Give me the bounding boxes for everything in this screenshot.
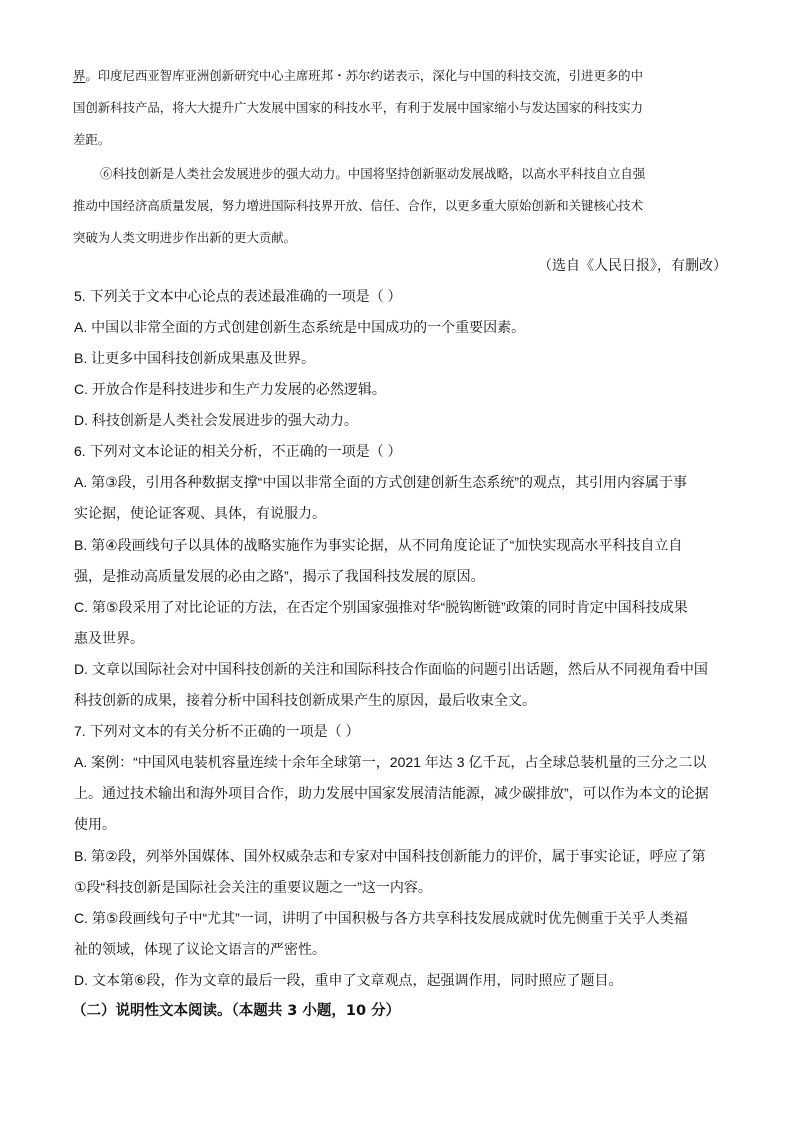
q6-option-a-line-2: 实论据，使论证客观、具体，有说服力。 — [74, 505, 326, 521]
passage-p6-line-3: 突破为人类文明进步作出新的更大贡献。 — [73, 230, 297, 245]
q7-stem: 7. 下列对文本的有关分析不正确的一项是（ ） — [74, 723, 360, 739]
q7-option-b-line-2: ①段“科技创新是国际社会关注的重要议题之一”这一内容。 — [74, 879, 432, 895]
section-heading: （二）说明性文本阅读。（本题共 3 小题，10 分） — [72, 1003, 401, 1019]
q7-option-d: D. 文本第⑥段，作为文章的最后一段，重申了文章观点，起强调作用，同时照应了题目。 — [74, 972, 623, 988]
passage-p6-line-2: 推动中国经济高质量发展，努力增进国际科技界开放、信任、合作，以更多重大原始创新和关键核心技术 — [73, 198, 643, 213]
q6-option-a-line-1: A. 第③段，引用各种数据支撑“中国以非常全面的方式创建创新生态系统”的观点，其引用内容属于事 — [74, 474, 687, 490]
q7-option-b-line-1: B. 第②段，列举外国媒体、国外权威杂志和专家对中国科技创新能力的评价，属于事实论证，呼应了第 — [74, 848, 706, 864]
q6-option-b-line-1: B. 第④段画线句子以具体的战略实施作为事实论据，从不同角度论证了“加快实现高水平科技自立自 — [74, 537, 683, 553]
q5-option-a: A. 中国以非常全面的方式创建创新生态系统是中国成功的一个重要因素。 — [74, 319, 526, 335]
passage-p5-line-1: 界。印度尼西亚智库亚洲创新研究中心主席班邦・苏尔约诺表示，深化与中国的科技交流，引进更多的中 — [73, 68, 643, 83]
q5-option-c: C. 开放合作是科技进步和生产力发展的必然逻辑。 — [74, 381, 386, 397]
q6-option-c-line-2: 惠及世界。 — [74, 630, 144, 646]
q5-option-b: B. 让更多中国科技创新成果惠及世界。 — [74, 350, 316, 366]
passage-p5-line-2: 国创新科技产品，将大大提升广大发展中国家的科技水平，有利于发展中国家缩小与发达国家的科技实力 — [73, 100, 643, 115]
q7-option-a-line-3: 使用。 — [74, 816, 116, 832]
q7-option-c-line-1: C. 第⑤段画线句子中“尤其”一词，讲明了中国积极与各方共享科技发展成就时优先侧重于关乎人类福 — [74, 910, 688, 926]
passage-p5-line-3: 差距。 — [73, 132, 111, 147]
q7-option-a-line-2: 上。通过技术输出和海外项目合作，助力发展中国家发展清洁能源，减少碳排放”，可以作为本文的论据 — [74, 785, 709, 801]
q6-option-b-line-2: 强，是推动高质量发展的必由之路”，揭示了我国科技发展的原因。 — [74, 568, 485, 584]
q6-option-d-line-2: 科技创新的成果，接着分析中国科技创新成果产生的原因，最后收束全文。 — [74, 692, 536, 708]
q6-option-c-line-1: C. 第⑤段采用了对比论证的方法，在否定个别国家强推对华“脱钩断链”政策的同时肯定中国科技成果 — [74, 599, 688, 615]
q5-option-d: D. 科技创新是人类社会发展进步的强大动力。 — [74, 412, 358, 428]
underlined-text: 界 — [73, 68, 86, 83]
q7-option-a-line-1: A. 案例：“中国风电装机容量连续十余年全球第一，2021 年达 3 亿千瓦，占全球总装机量的三分之二以 — [74, 754, 707, 770]
q5-stem: 5. 下列关于文本中心论点的表述最准确的一项是（ ） — [74, 288, 402, 304]
passage-source: （选自《人民日报》，有删改） — [538, 257, 727, 273]
q6-stem: 6. 下列对文本论证的相关分析，不正确的一项是（ ） — [74, 443, 402, 459]
passage-p6-line-1: ⑥科技创新是人类社会发展进步的强大动力。中国将坚持创新驱动发展战略，以高水平科技自立自强 — [100, 166, 646, 181]
q6-option-d-line-1: D. 文章以国际社会对中国科技创新的关注和国际科技合作面临的问题引出话题，然后从不同视角看中国 — [74, 661, 708, 677]
q7-option-c-line-2: 祉的领域，体现了议论文语言的严密性。 — [74, 941, 326, 957]
